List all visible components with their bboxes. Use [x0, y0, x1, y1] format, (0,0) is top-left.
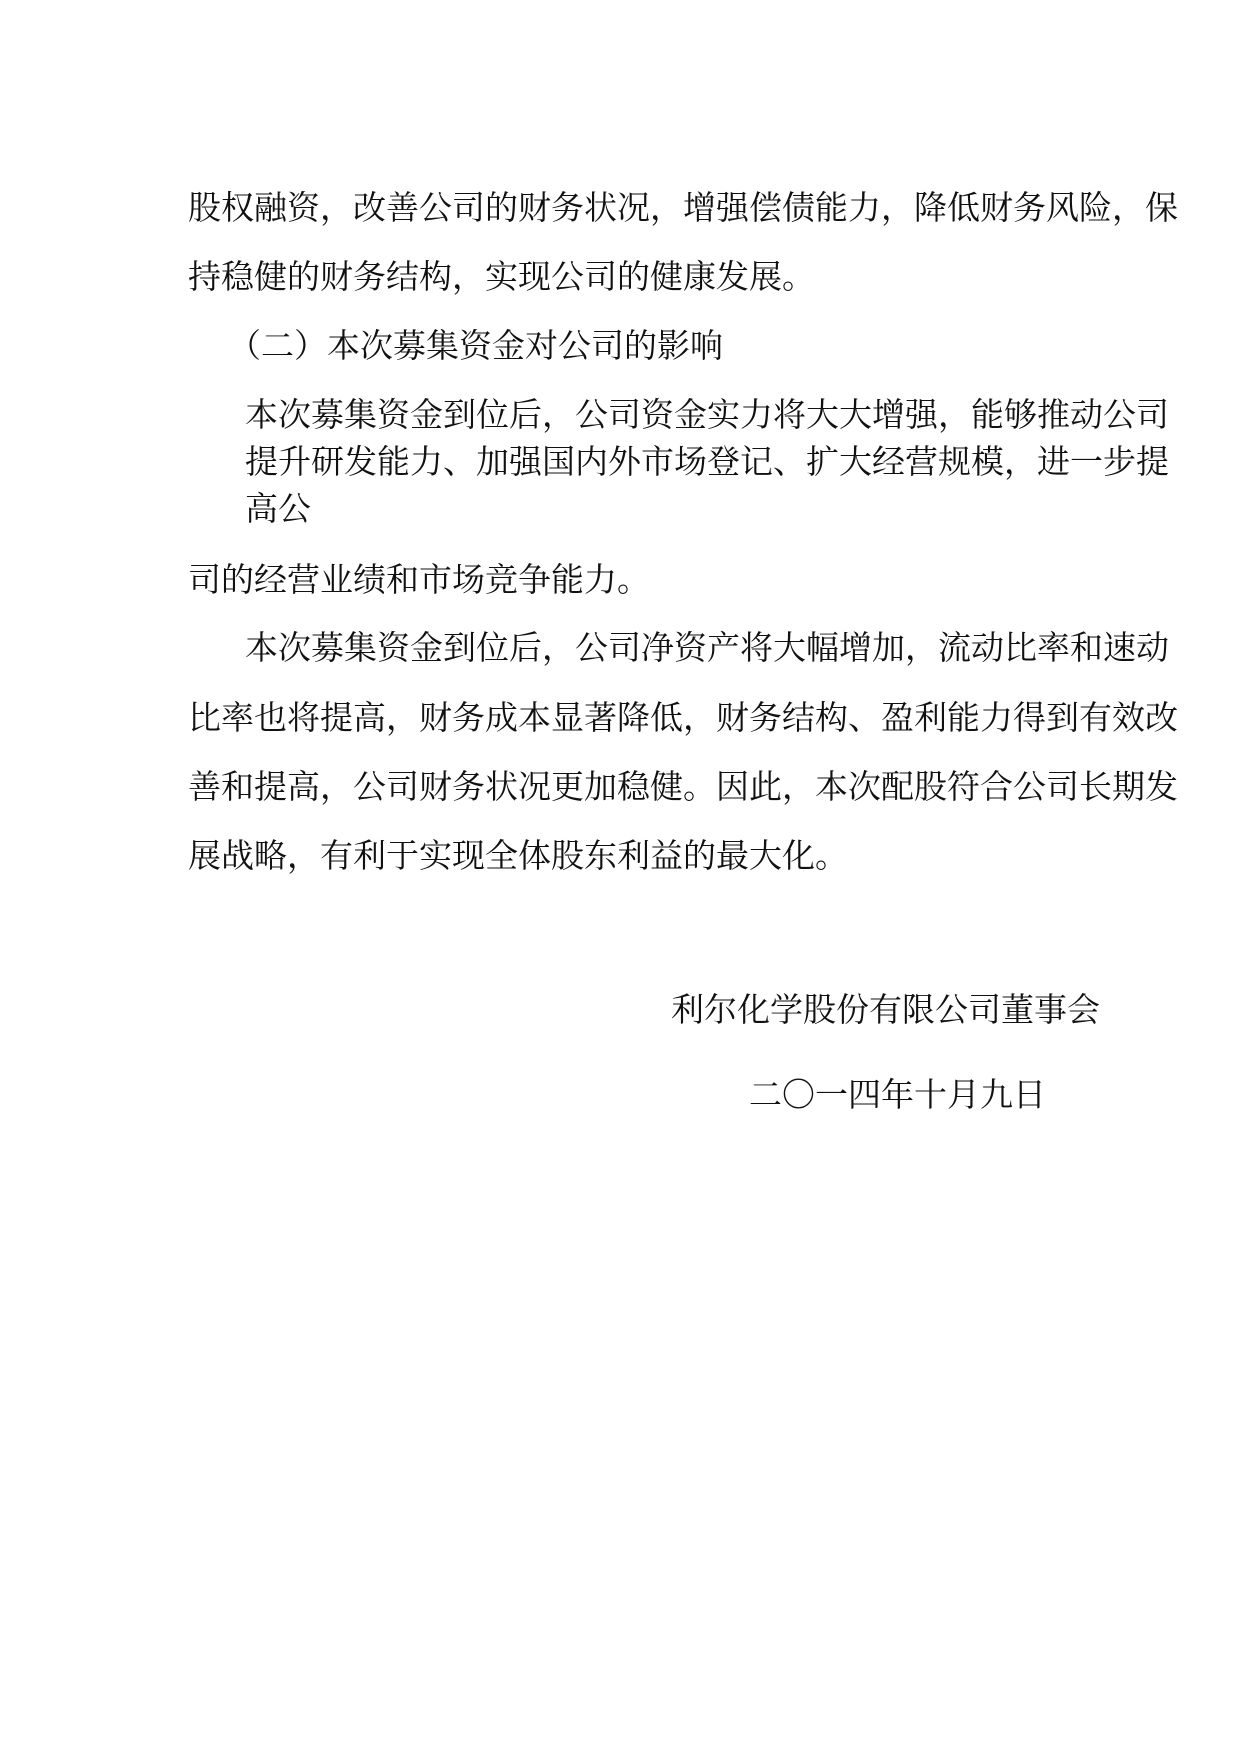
body-line: 持稳健的财务结构，实现公司的健康发展。: [188, 257, 815, 296]
section-heading: （二）本次募集资金对公司的影响: [228, 326, 723, 365]
signature: 利尔化学股份有限公司董事会: [671, 990, 1100, 1029]
body-line: 本次募集资金到位后，公司资金实力将大大增强，能够推动公司: [245, 395, 1169, 434]
body-line: 提升研发能力、加强国内外市场登记、扩大经营规模，进一步提: [245, 442, 1169, 481]
body-line: 股权融资，改善公司的财务状况，增强偿债能力，降低财务风险，保: [188, 188, 1178, 227]
body-line: 比率也将提高，财务成本显著降低，财务结构、盈利能力得到有效改: [188, 698, 1178, 737]
body-line: 司的经营业绩和市场竞争能力。: [188, 560, 650, 599]
date: 二〇一四年十月九日: [749, 1075, 1046, 1114]
body-line: 高公: [245, 489, 311, 528]
body-line: 本次募集资金到位后，公司净资产将大幅增加，流动比率和速动: [245, 628, 1169, 667]
body-line: 善和提高，公司财务状况更加稳健。因此，本次配股符合公司长期发: [188, 767, 1178, 806]
body-line: 展战略，有利于实现全体股东利益的最大化。: [188, 836, 848, 875]
